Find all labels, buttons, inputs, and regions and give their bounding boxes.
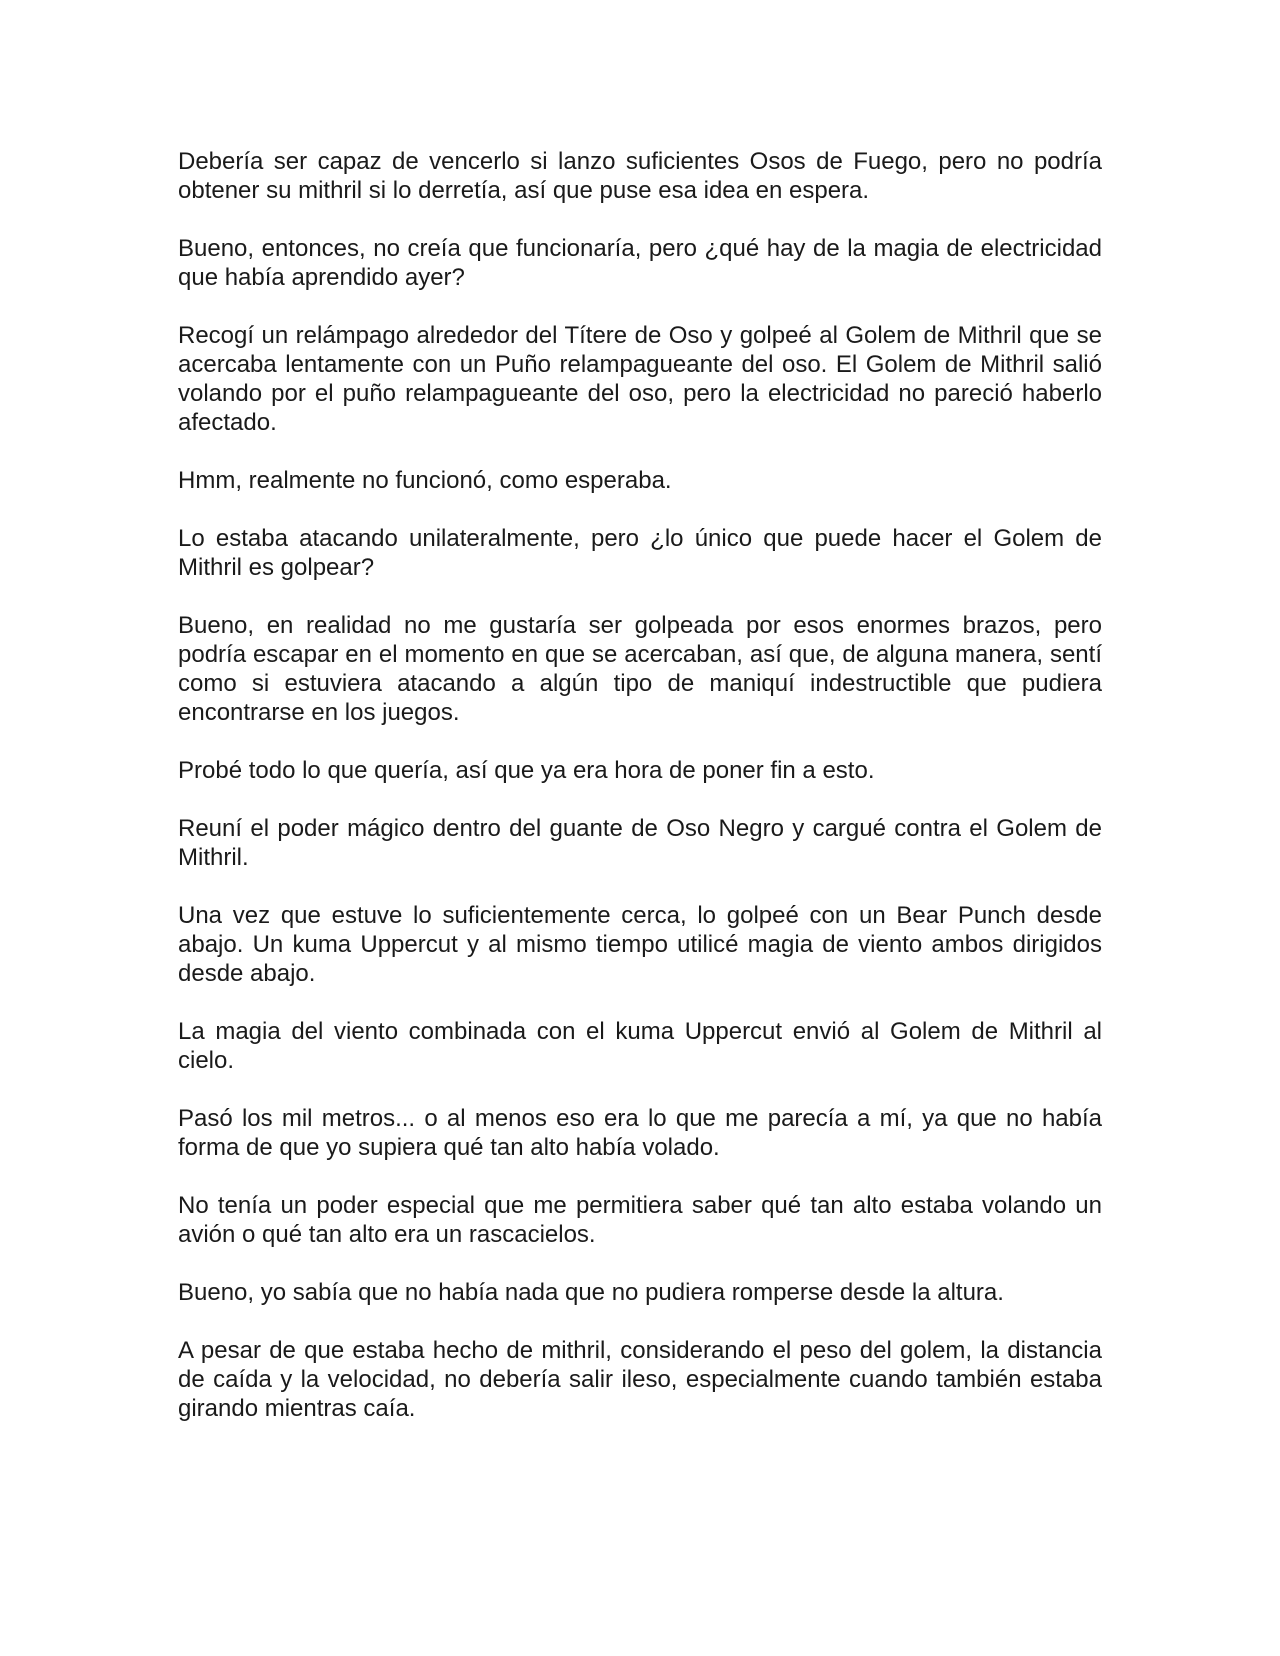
paragraph: Bueno, yo sabía que no había nada que no pudiera romperse desde la altura.	[178, 1279, 1004, 1306]
document-body	[178, 147, 1102, 1452]
paragraph: Bueno, en realidad no me gustaría ser golpeada por esos enormes brazos, pero podría escapar en el momento en que se acercaban, así que, de alguna manera, sentí como si estuviera atacando a algún tipo de maniquí indestructible que pudiera encontrarse en los juegos.	[178, 612, 1102, 726]
paragraph: Hmm, realmente no funcionó, como esperaba.	[178, 467, 672, 494]
paragraph: No tenía un poder especial que me permitiera saber qué tan alto estaba volando un avión o qué tan alto era un rascacielos.	[178, 1192, 1102, 1248]
paragraph: Lo estaba atacando unilateralmente, pero ¿lo único que puede hacer el Golem de Mithril es golpear?	[178, 525, 1102, 581]
paragraph: A pesar de que estaba hecho de mithril, considerando el peso del golem, la distancia de caída y la velocidad, no debería salir ileso, especialmente cuando también estaba girando mientras caía.	[178, 1337, 1102, 1422]
paragraph: Bueno, entonces, no creía que funcionaría, pero ¿qué hay de la magia de electricidad que había aprendido ayer?	[178, 235, 1102, 291]
paragraph: Una vez que estuve lo suficientemente cerca, lo golpeé con un Bear Punch desde abajo. Un kuma Uppercut y al mismo tiempo utilicé magia de viento ambos dirigidos desde abajo.	[178, 902, 1102, 987]
paragraph: Probé todo lo que quería, así que ya era hora de poner fin a esto.	[178, 757, 875, 784]
paragraph: La magia del viento combinada con el kuma Uppercut envió al Golem de Mithril al cielo.	[178, 1018, 1102, 1074]
paragraph: Pasó los mil metros... o al menos eso era lo que me parecía a mí, ya que no había forma de que yo supiera qué tan alto había volado.	[178, 1105, 1102, 1161]
paragraph: Reuní el poder mágico dentro del guante de Oso Negro y cargué contra el Golem de Mithril.	[178, 815, 1102, 871]
paragraph: Debería ser capaz de vencerlo si lanzo suficientes Osos de Fuego, pero no podría obtener su mithril si lo derretía, así que puse esa idea en espera.	[178, 148, 1102, 204]
paragraph: Recogí un relámpago alrededor del Títere de Oso y golpeé al Golem de Mithril que se acercaba lentamente con un Puño relampagueante del oso. El Golem de Mithril salió volando por el puño relampagueante del oso, pero la electricidad no pareció haberlo afectado.	[178, 322, 1102, 436]
